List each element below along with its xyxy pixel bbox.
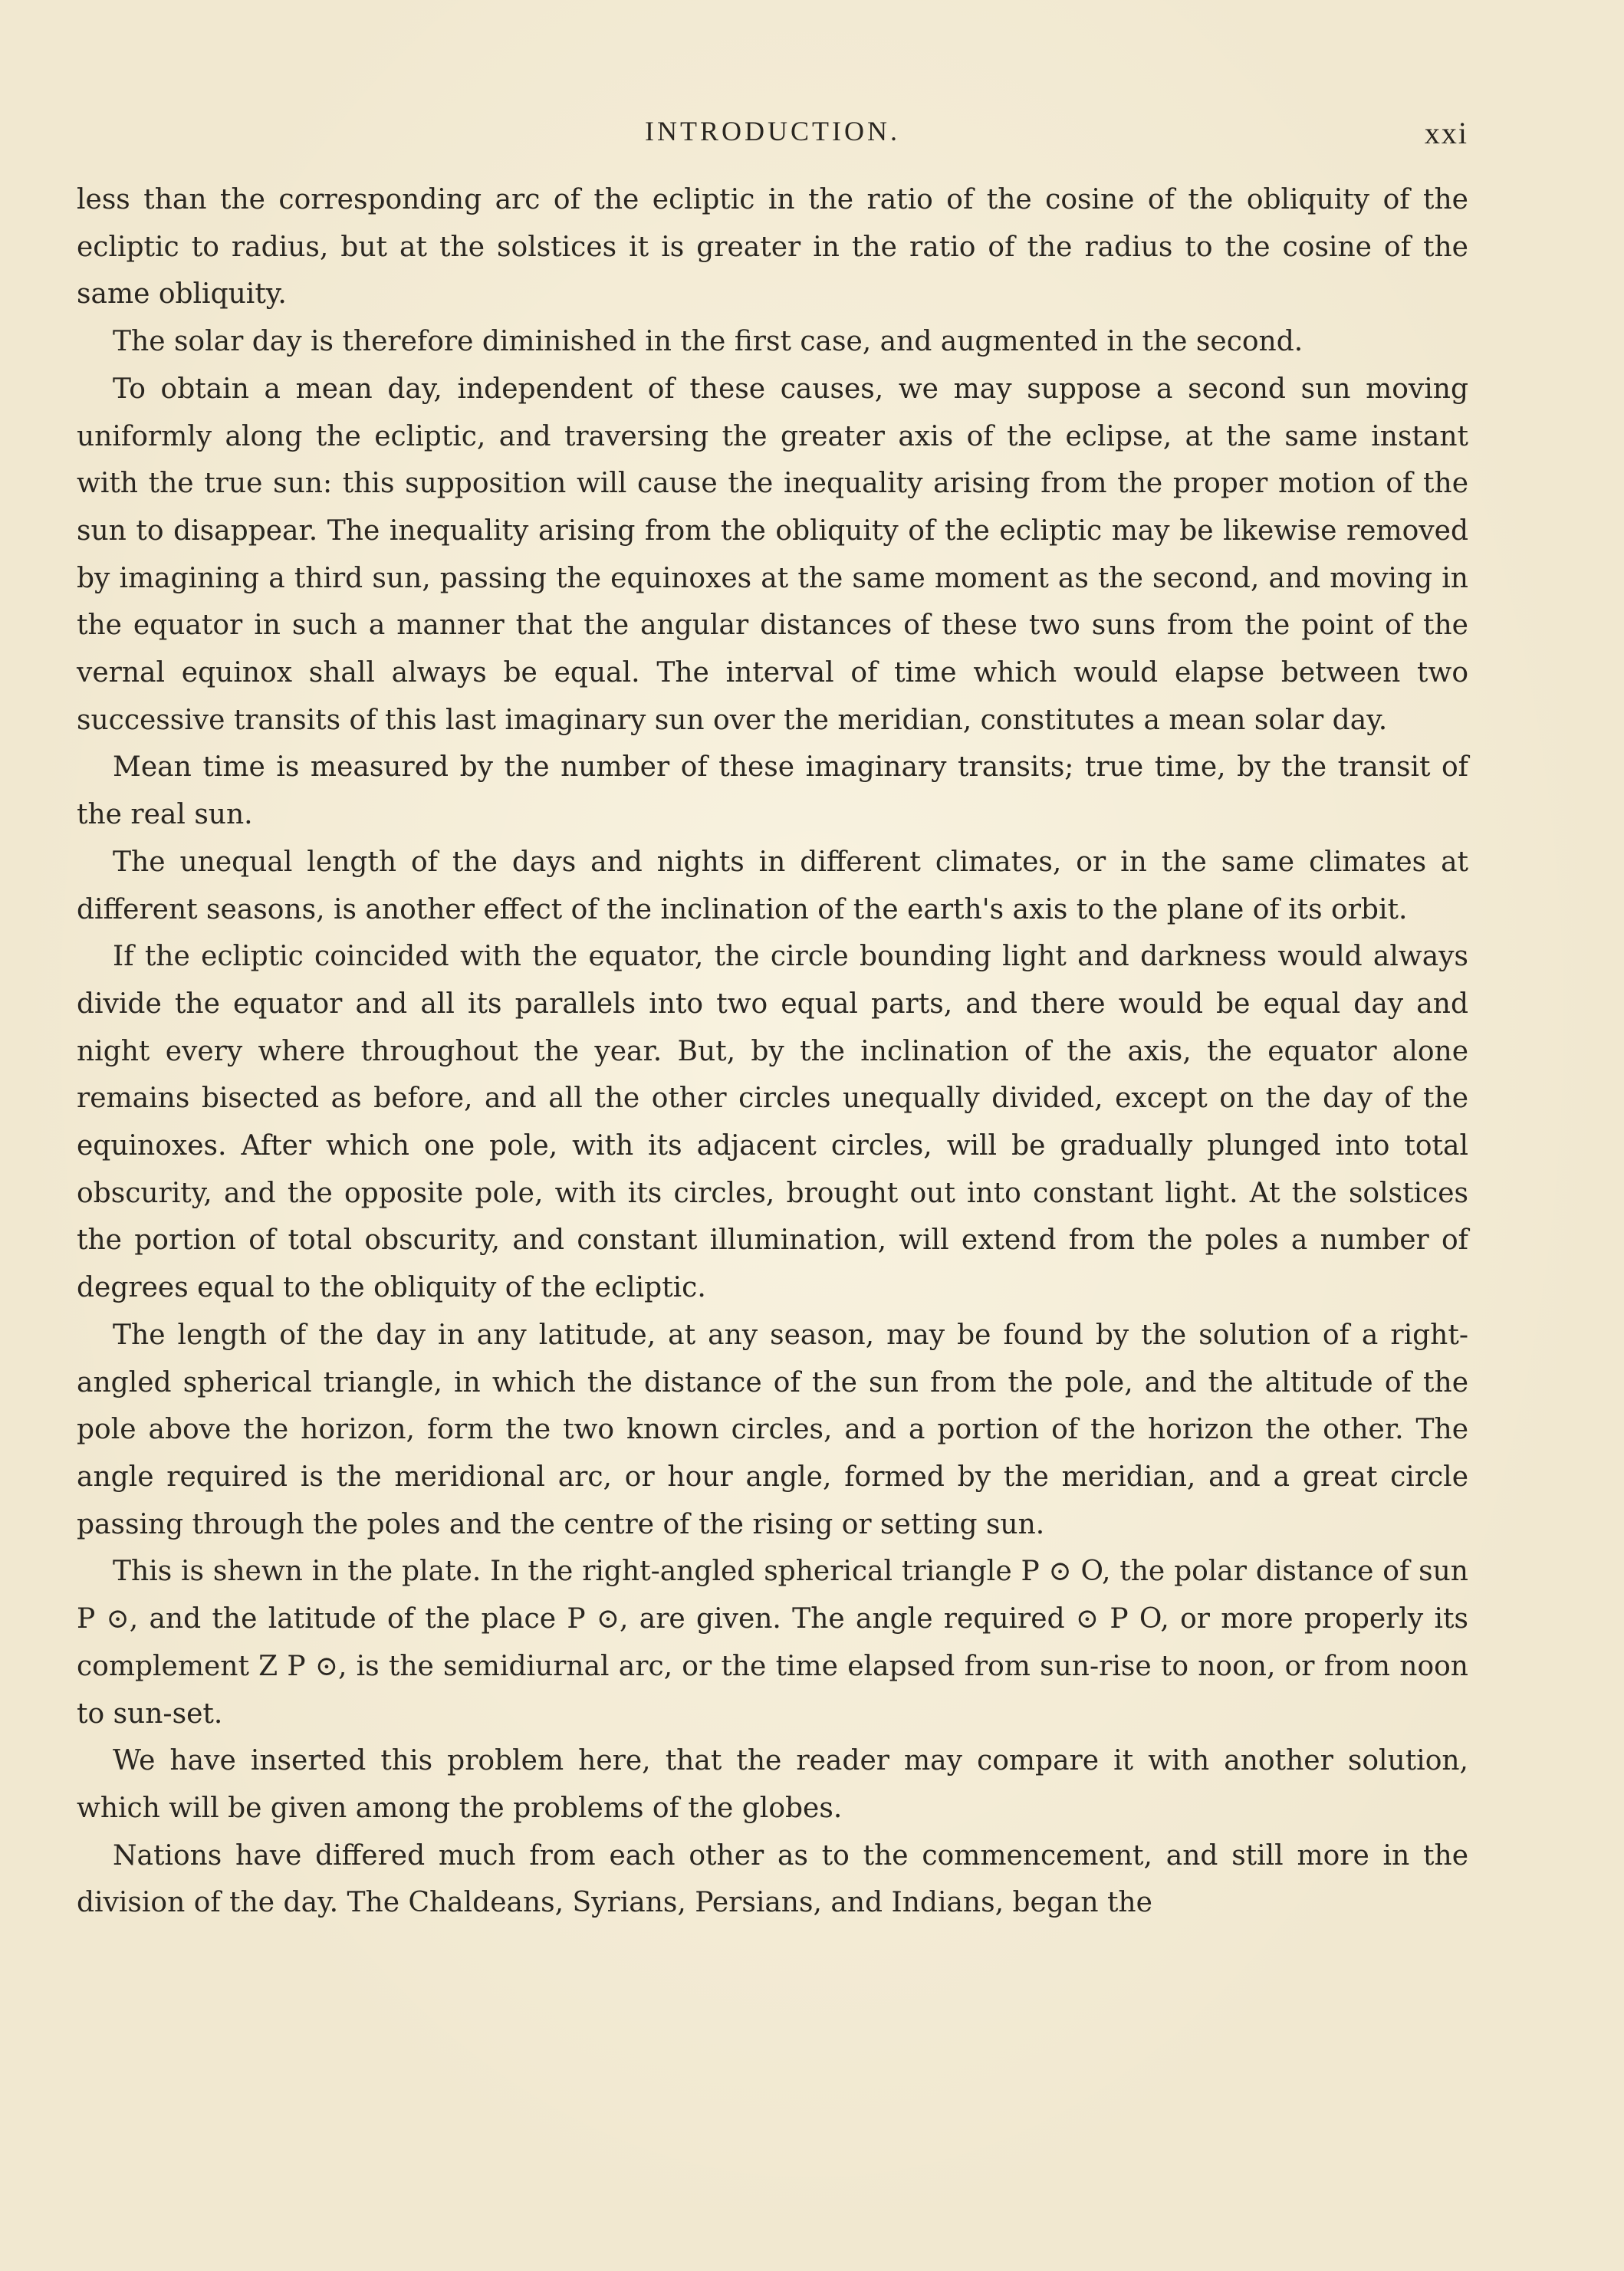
paragraph-3: To obtain a mean day, independent of these causes, we may suppose a second sun moving uniformly along the ecliptic, and traversing the greater axis of the eclipse, at the same instant with the true sun: this supposition will cause the inequality arising from the proper motion of the sun to disappear. The inequality arising from the obliquity of the ecliptic may be likewise removed by imagining a third sun, passing the equinoxes at the same moment as the second, and moving in the equator in such a manner that the angular distances of these two suns from the point of the vernal equinox shall always be equal. The interval of time which would elapse between two successive transits of this last imaginary sun over the meridian, constitutes a mean solar day. xyxy=(77,373,1468,736)
paragraph-1: less than the corresponding arc of the ecliptic in the ratio of the cosine of the obliquity of the ecliptic to radius, but at the solstices it is greater in the ratio of the radius to the cosine of the same obliquity. xyxy=(77,184,1468,311)
paragraph-2: The solar day is therefore diminished in the first case, and augmented in the second. xyxy=(113,326,1303,358)
running-head: INTRODUCTION. xyxy=(645,116,900,146)
page-header xyxy=(77,115,1468,153)
paragraph-7: The length of the day in any latitude, at any season, may be found by the solution of a right-angled spherical triangle, in which the distance of the sun from the pole, and the altitude of the pole above the horizon, form the two known circles, and a portion of the horizon the other. The angle required is the meridional arc, or hour angle, formed by the meridian, and a great circle passing through the poles and the centre of the rising or setting sun. xyxy=(77,1319,1468,1540)
paragraph-5: The unequal length of the days and nights in different climates, or in the same climates at different seasons, is another effect of the inclination of the earth's axis to the plane of its orbit. xyxy=(77,846,1468,925)
paragraph-9: We have inserted this problem here, that the reader may compare it with another solution, which will be given among the problems of the globes. xyxy=(77,1745,1468,1824)
paragraph-10: Nations have differed much from each other as to the commencement, and still more in the division of the day. The Chaldeans, Syrians, Persians, and Indians, began the xyxy=(77,1839,1468,1919)
paragraph-6: If the ecliptic coincided with the equator, the circle bounding light and darkness would always divide the equator and all its parallels into two equal parts, and there would be equal day and night every where throughout the year. But, by the inclination of the axis, the equator alone remains bisected as before, and all the other circles unequally divided, except on the day of the equinoxes. After which one pole, with its adjacent circles, will be gradually plunged into total obscurity, and the opposite pole, with its circles, brought out into constant light. At the solstices the portion of total obscurity, and constant illumination, will extend from the poles a number of degrees equal to the obliquity of the ecliptic. xyxy=(77,941,1468,1304)
page-number: xxi xyxy=(1424,116,1468,150)
body-text xyxy=(77,176,1468,1927)
paragraph-4: Mean time is measured by the number of these imaginary transits; true time, by the transit of the real sun. xyxy=(77,751,1468,831)
paragraph-8: This is shewn in the plate. In the right-angled spherical triangle P ⊙ O, the polar distance of sun P ⊙, and the latitude of the place P ⊙, are given. The angle required ⊙ P O, or more properly its complement Z P ⊙, is the semidiurnal arc, or the time elapsed from sun-rise to noon, or from noon to sun-set. xyxy=(77,1556,1468,1730)
